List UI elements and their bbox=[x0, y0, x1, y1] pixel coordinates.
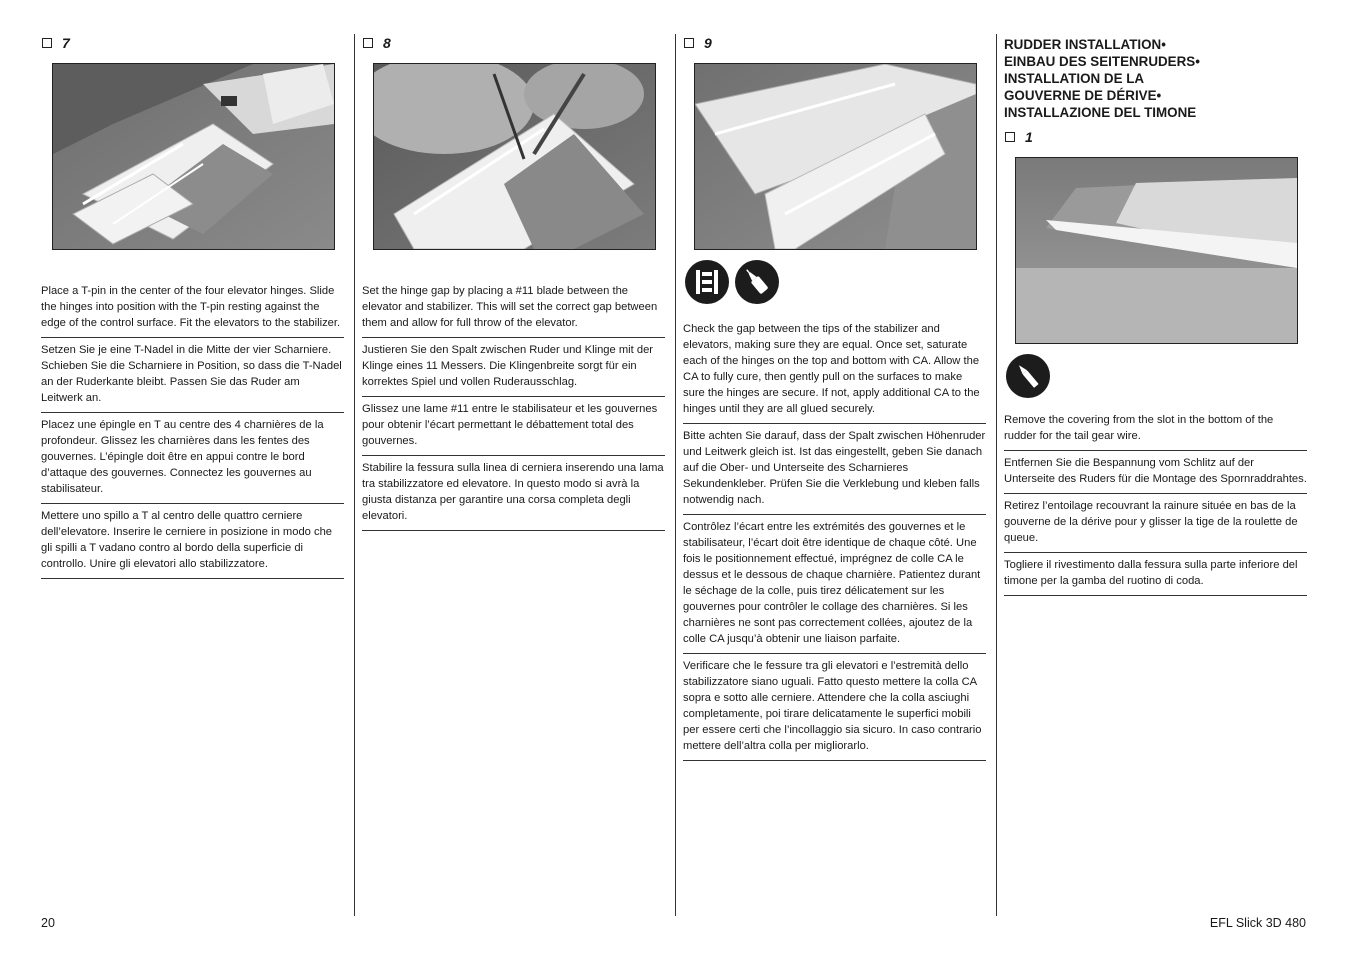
hinge-icon bbox=[685, 260, 729, 304]
column-divider bbox=[996, 34, 997, 916]
step-7-header bbox=[41, 34, 344, 52]
checkbox-icon[interactable] bbox=[42, 38, 52, 48]
instruction-it: Stabilire la fessura sulla linea di cerniera inserendo una lama tra stabilizzatore ed elevatore. In questo modo si avrà la giusta distanza per garantire una corsa completa degli elevatori. bbox=[362, 456, 665, 531]
step-number: 9 bbox=[704, 35, 712, 51]
rudder-step-1-instructions bbox=[1004, 408, 1307, 596]
title-line: INSTALLAZIONE DEL TIMONE bbox=[1004, 105, 1197, 120]
step-8-instructions bbox=[362, 279, 665, 531]
checkbox-icon[interactable] bbox=[684, 38, 694, 48]
rudder-tool-icons bbox=[1006, 354, 1307, 398]
title-line: GOUVERNE DE DÉRIVE• bbox=[1004, 88, 1162, 103]
rudder-step-1-header bbox=[1004, 128, 1307, 146]
instruction-en: Remove the covering from the slot in the bottom of the rudder for the tail gear wire. bbox=[1004, 408, 1307, 451]
page-number: 20 bbox=[41, 916, 55, 930]
instruction-en: Set the hinge gap by placing a #11 blade between the elevator and stabilizer. This will set the correct gap between them and allow for full throw of the elevator. bbox=[362, 279, 665, 338]
step-9-photo bbox=[694, 63, 977, 250]
step-7-column bbox=[41, 34, 344, 579]
column-divider bbox=[675, 34, 676, 916]
step-number: 8 bbox=[383, 35, 391, 51]
instruction-fr: Contrôlez l’écart entre les extrémités des gouvernes et le stabilisateur, l’écart doit être identique de chaque côté. Une fois le positionnement effectué, imprégnez de colle CA le dessus et le dessous de chaque charnière. Patientez durant le séchage de la colle, puis tirez délicatement sur les gouvernes pour contrôler le collage des charnières. Si les charnières ne sont pas correctement collées, ajoutez de la colle CA jusqu’à obtenir une liaison parfaite. bbox=[683, 515, 986, 654]
instruction-fr: Retirez l’entoilage recouvrant la rainure située en bas de la gouverne de la dérive pour y glisser la tige de la roulette de queue. bbox=[1004, 494, 1307, 553]
instruction-it: Verificare che le fessure tra gli elevatori e l’estremità dello stabilizzatore siano uguali. Fatto questo mettere la colla CA sopra e sotto alle cerniere. Attendere che la colla asciughi completamente, poi tirare delicatamente le superfici mobili per essere certi che l’incollaggio sia sicuro. In caso contrario mettere dell’altra colla per migliorarlo. bbox=[683, 654, 986, 761]
instruction-fr: Placez une épingle en T au centre des 4 charnières de la profondeur. Glissez les charnières dans les fentes des gouvernes. L’épingle doit être en appui contre le bord d’attaque des gouvernes. Connectez les gouvernes au stabilisateur. bbox=[41, 413, 344, 504]
instruction-de: Justieren Sie den Spalt zwischen Ruder und Klinge mit der Klinge eines 11 Messers. Die Klingenbreite sorgt für ein korrektes Spiel und vollen Ruderausschlag. bbox=[362, 338, 665, 397]
step-9-instructions bbox=[683, 317, 986, 761]
section-title bbox=[1004, 36, 1307, 121]
instruction-de: Bitte achten Sie darauf, dass der Spalt zwischen Höhenruder und Leitwerk gleich ist. Ist das eingestellt, geben Sie danach auf die Ober- und Unterseite des Scharnieres Sekundenkleber. Prüfen Sie die Verklebung und kleben falls notwendig nach. bbox=[683, 424, 986, 515]
column-divider bbox=[354, 34, 355, 916]
checkbox-icon[interactable] bbox=[363, 38, 373, 48]
checkbox-icon[interactable] bbox=[1005, 132, 1015, 142]
instruction-it: Togliere il rivestimento dalla fessura sulla parte inferiore del timone per la gamba del ruotino di coda. bbox=[1004, 553, 1307, 596]
step-number: 7 bbox=[62, 35, 70, 51]
rudder-step-1-photo bbox=[1015, 157, 1298, 344]
step-number: 1 bbox=[1025, 129, 1033, 145]
instruction-de: Entfernen Sie die Bespannung vom Schlitz auf der Unterseite des Ruders für die Montage des Spornraddrahtes. bbox=[1004, 451, 1307, 494]
step-9-tool-icons bbox=[685, 260, 986, 304]
instruction-en: Check the gap between the tips of the stabilizer and elevators, making sure they are equal. Once set, saturate each of the hinges on the top and bottom with CA. Allow the CA to fully cure, then gently pull on the surfaces to make sure the hinges are secure. If not, apply additional CA to the hinges until they are all glued securely. bbox=[683, 317, 986, 424]
step-8-photo bbox=[373, 63, 656, 250]
step-7-instructions bbox=[41, 279, 344, 579]
step-8-column bbox=[362, 34, 665, 531]
title-line: RUDDER INSTALLATION• bbox=[1004, 37, 1166, 52]
instruction-fr: Glissez une lame #11 entre le stabilisateur et les gouvernes pour obtenir l’écart permettant le débattement total des gouvernes. bbox=[362, 397, 665, 456]
ca-glue-bottle-icon bbox=[735, 260, 779, 304]
instruction-en: Place a T-pin in the center of the four elevator hinges. Slide the hinges into position with the T-pin resting against the edge of the control surface. Fit the elevators to the stabilizer. bbox=[41, 279, 344, 338]
step-9-header bbox=[683, 34, 986, 52]
instruction-de: Setzen Sie je eine T-Nadel in die Mitte der vier Scharniere. Schieben Sie die Scharniere in Position, so dass die T-Nadel an der Ruderkante bleibt. Passen Sie das Ruder am Leitwerk an. bbox=[41, 338, 344, 413]
product-name: EFL Slick 3D 480 bbox=[1209, 916, 1306, 930]
step-9-column bbox=[683, 34, 986, 761]
title-line: EINBAU DES SEITENRUDERS• bbox=[1004, 54, 1200, 69]
step-7-photo bbox=[52, 63, 335, 250]
instruction-it: Mettere uno spillo a T al centro delle quattro cerniere dell’elevatore. Inserire le cerniere in posizione in modo che gli spilli a T vadano contro al bordo della superficie di controllo. Unire gli elevatori allo stabilizzatore. bbox=[41, 504, 344, 579]
rudder-installation-column bbox=[1004, 34, 1307, 596]
hobby-knife-icon bbox=[1006, 354, 1050, 398]
title-line: INSTALLATION DE LA bbox=[1004, 71, 1145, 86]
step-8-header bbox=[362, 34, 665, 52]
